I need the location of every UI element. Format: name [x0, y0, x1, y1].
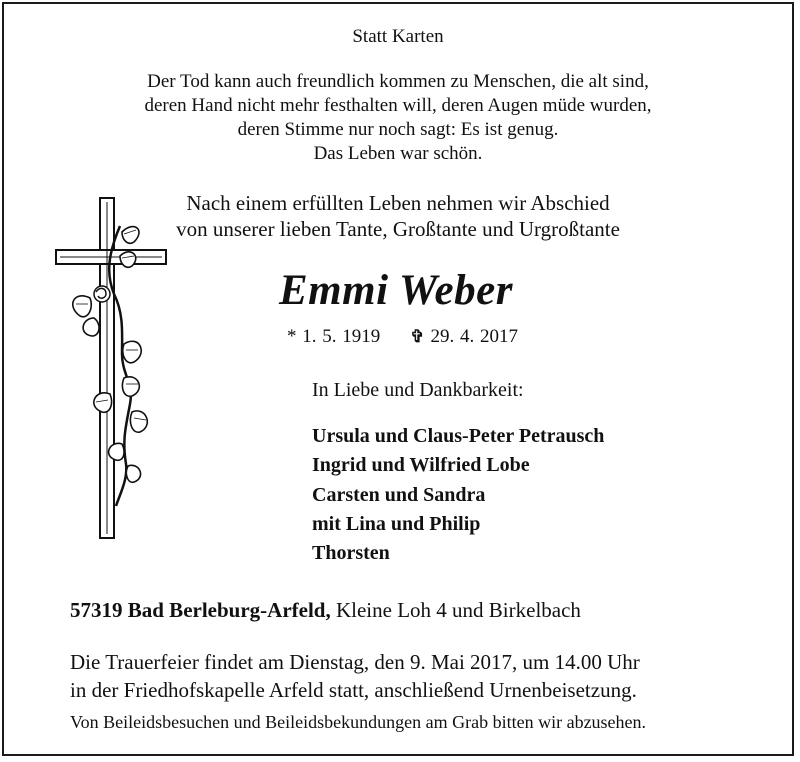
- funeral-line: Die Trauerfeier findet am Dienstag, den 9. Mai 2017, um 14.00 Uhr: [70, 650, 640, 674]
- address-city: 57319 Bad Berleburg-Arfeld,: [70, 598, 331, 622]
- mourner-item: Carsten und Sandra: [312, 483, 486, 506]
- closing-note: Von Beileidsbesuchen und Beileidsbekundungen am Grab bitten wir abzusehen.: [70, 712, 647, 732]
- death-cross-icon: ✞: [410, 327, 425, 346]
- birth-date: * 1. 5. 1919: [287, 326, 381, 347]
- thanks-line: In Liebe und Dankbarkeit:: [312, 379, 524, 401]
- intro-line: Nach einem erfüllten Leben nehmen wir Abschied: [186, 191, 610, 215]
- mourner-item: Ingrid und Wilfried Lobe: [312, 454, 530, 477]
- deceased-name: Emmi Weber: [279, 267, 513, 314]
- poem-line: deren Hand nicht mehr festhalten will, deren Augen müde wurden,: [144, 95, 652, 116]
- address-line: [70, 598, 581, 623]
- mourners-list: [312, 422, 604, 568]
- poem: [4, 70, 792, 166]
- address-street: Kleine Loh 4 und Birkelbach: [335, 598, 581, 622]
- mourner-item: Ursula und Claus-Peter Petrausch: [312, 425, 605, 447]
- funeral-line: in der Friedhofskapelle Arfeld statt, anschließend Urnenbeisetzung.: [70, 678, 637, 702]
- poem-line: Der Tod kann auch freundlich kommen zu Menschen, die alt sind,: [147, 71, 649, 92]
- intro-line: von unserer lieben Tante, Großtante und Urgroßtante: [176, 217, 620, 241]
- mourner-item: mit Lina und Philip: [312, 512, 481, 535]
- death-notice: [2, 2, 794, 756]
- cross-with-rose-vine-icon: [50, 194, 170, 544]
- poem-line: Das Leben war schön.: [313, 143, 483, 164]
- funeral-info: [70, 648, 640, 704]
- death-date: 29. 4. 2017: [430, 326, 518, 347]
- mourner-item: Thorsten: [312, 542, 390, 565]
- life-dates: [287, 326, 518, 348]
- poem-line: deren Stimme nur noch sagt: Es ist genug.: [237, 119, 559, 140]
- notice-header: Statt Karten: [352, 26, 444, 47]
